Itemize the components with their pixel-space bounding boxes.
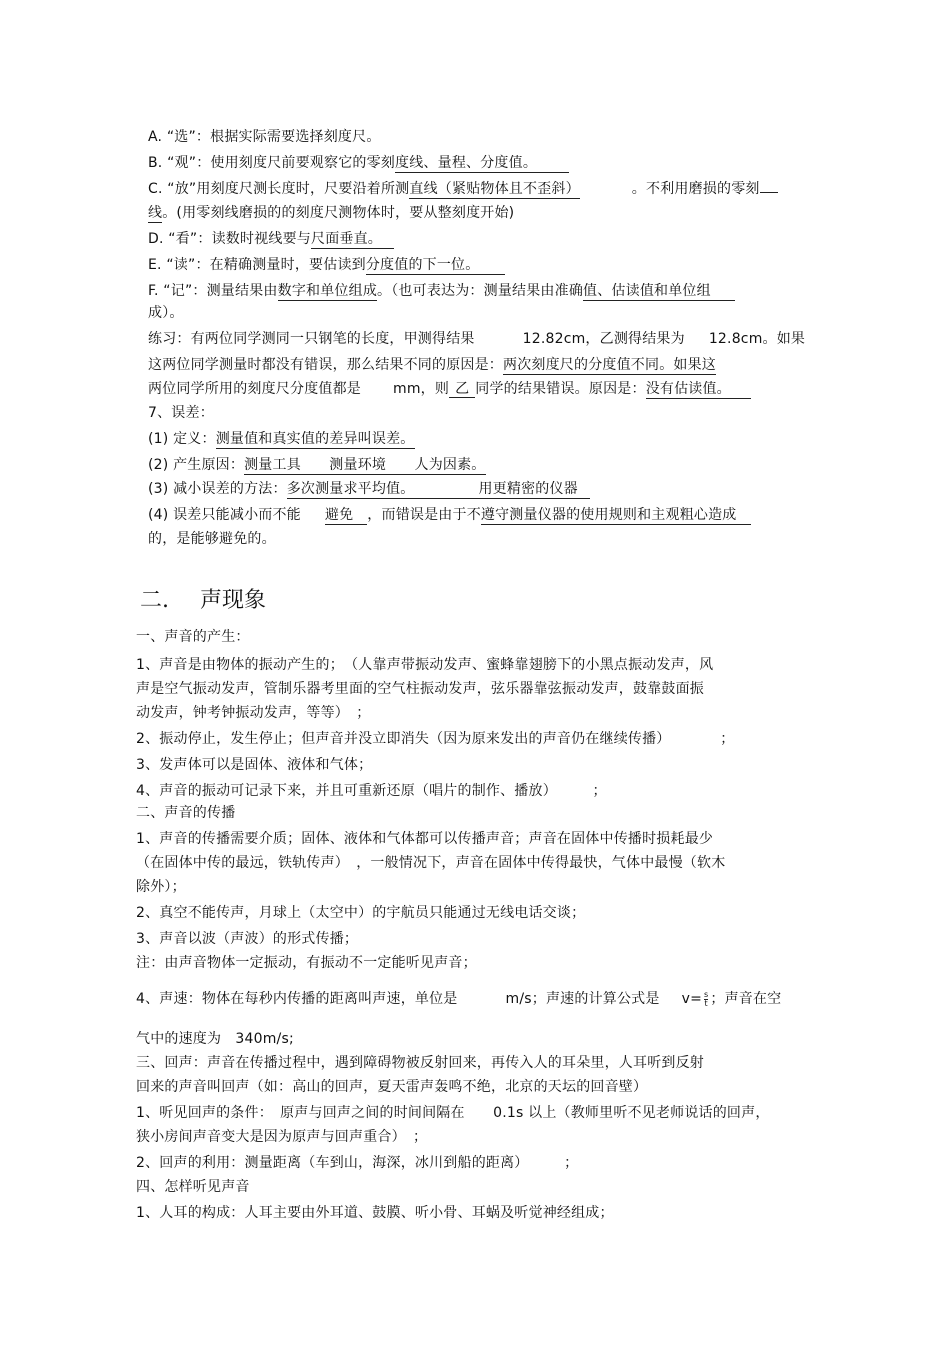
sound-propagation-3: 3、声音以波（声波）的形式传播；	[136, 931, 359, 947]
sound-production-2: 2、振动停止，发生停止；但声音并没立即消失（因为原来发出的声音仍在继续传播） ；	[136, 731, 735, 747]
echo-1b: 狭小房间声音变大是因为原声与回声重合） ；	[136, 1129, 428, 1145]
sound-propagation-1: 1、声音的传播需要介质；固体、液体和气体都可以传播声音；声音在固体中传播时损耗最少	[136, 831, 714, 847]
hearing-title: 四、怎样听见声音	[136, 1179, 250, 1195]
practice-line-2: 这两位同学测量时都没有错误，那么结果不同的原因是：两次刻度尺的分度值不同。如果这	[148, 357, 716, 373]
line-c: C. “放”用刻度尺测长度时，尺要沿着所测直线（紧贴物体且不歪斜） 。不利用磨损的零刻	[148, 180, 778, 198]
sound-propagation-1b: （在固体中传的最远，铁轨传声） ，一般情况下，声音在固体中传得最快，气体中最慢（软木	[136, 855, 726, 871]
sound-propagation-1c: 除外）；	[136, 879, 186, 895]
error-item-2: (2) 产生原因：测量工具 测量环境 人为因素。	[148, 457, 486, 473]
sound-propagation-2: 2、真空不能传声，月球上（太空中）的宇航员只能通过无线电话交谈；	[136, 905, 586, 921]
sound-production-3: 3、发声体可以是固体、液体和气体；	[136, 757, 373, 773]
echo-1: 1、听见回声的条件： 原声与回声之间的时间间隔在 0.1s 以上（教师里听不见老师说话的回声，	[136, 1105, 770, 1121]
echo-title: 三、回声：声音在传播过程中，遇到障碍物被反射回来，再传入人的耳朵里，人耳听到反射	[136, 1055, 704, 1071]
sound-propagation-title: 二、声音的传播	[136, 805, 236, 821]
practice-line-3: 两位同学所用的刻度尺分度值都是 mm，则 乙 同学的结果错误。原因是：没有估读值。	[148, 380, 751, 398]
line-b: B. “观”：使用刻度尺前要观察它的零刻度线、量程、分度值。	[148, 154, 569, 172]
sound-propagation-note: 注：由声音物体一定振动，有振动不一定能听见声音；	[136, 955, 477, 971]
line-f: F. “记”：测量结果由数字和单位组成。（也可表达为：测量结果由准确值、估读值和单位组	[148, 282, 735, 300]
sound-production-title: 一、声音的产生：	[136, 629, 250, 645]
line-c2: 线。(用零刻线磨损的的刻度尺测物体时，要从整刻度开始)	[148, 205, 515, 221]
echo-2: 2、回声的利用：测量距离（车到山，海深，冰川到船的距离） ；	[136, 1155, 579, 1171]
error-item-1: (1) 定义：测量值和真实值的差异叫误差。	[148, 431, 415, 447]
line-f2: 成）。	[148, 305, 184, 321]
sound-production-1b: 声是空气振动发声，管制乐器考里面的空气柱振动发声，弦乐器靠弦振动发声，鼓靠鼓面振	[136, 681, 704, 697]
line-e: E. “读”：在精确测量时，要估读到分度值的下一位。	[148, 256, 505, 274]
echo-title-cont: 回来的声音叫回声（如：高山的回声，夏天雷声轰鸣不绝，北京的天坛的回音壁）	[136, 1079, 648, 1095]
error-item-3: (3) 减小误差的方法：多次测量求平均值。 用更精密的仪器	[148, 480, 590, 498]
line-d: D. “看”：读数时视线要与尺面垂直。	[148, 230, 394, 248]
hearing-1: 1、人耳的构成：人耳主要由外耳道、鼓膜、听小骨、耳蜗及听觉神经组成；	[136, 1205, 614, 1221]
sound-production-1c: 动发声，钟考钟振动发声，等等） ；	[136, 705, 371, 721]
sound-production-4: 4、声音的振动可记录下来，并且可重新还原（唱片的制作、播放） ；	[136, 783, 607, 799]
sound-production-1: 1、声音是由物体的振动产生的； （人靠声带振动发声、蜜蜂靠翅膀下的小黑点振动发声，风	[136, 657, 714, 673]
line-a: A. “选”：根据实际需要选择刻度尺。	[148, 129, 381, 145]
speed-formula-fraction: $\frac{s}{t}$	[704, 989, 709, 1008]
section-heading: 二. 声现象	[140, 588, 267, 613]
error-item-4-cont: 的，是能够避免的。	[148, 531, 276, 547]
section-7-title: 7、误差：	[148, 405, 214, 421]
sound-speed-air: 气中的速度为 340m/s;	[136, 1031, 294, 1047]
practice-line-1: 练习：有两位同学测同一只钢笔的长度，甲测得结果 12.82cm，乙测得结果为 12.8cm。如果	[148, 331, 806, 347]
sound-speed-line: 4、声速：物体在每秒内传播的距离叫声速，单位是 m/s；声速的计算公式是 v= $\frac{s}{t}$ ；声音在空	[136, 989, 782, 1008]
error-item-4: (4) 误差只能减小而不能 避免 ，而错误是由于不遵守测量仪器的使用规则和主观粗心造成	[148, 506, 751, 524]
